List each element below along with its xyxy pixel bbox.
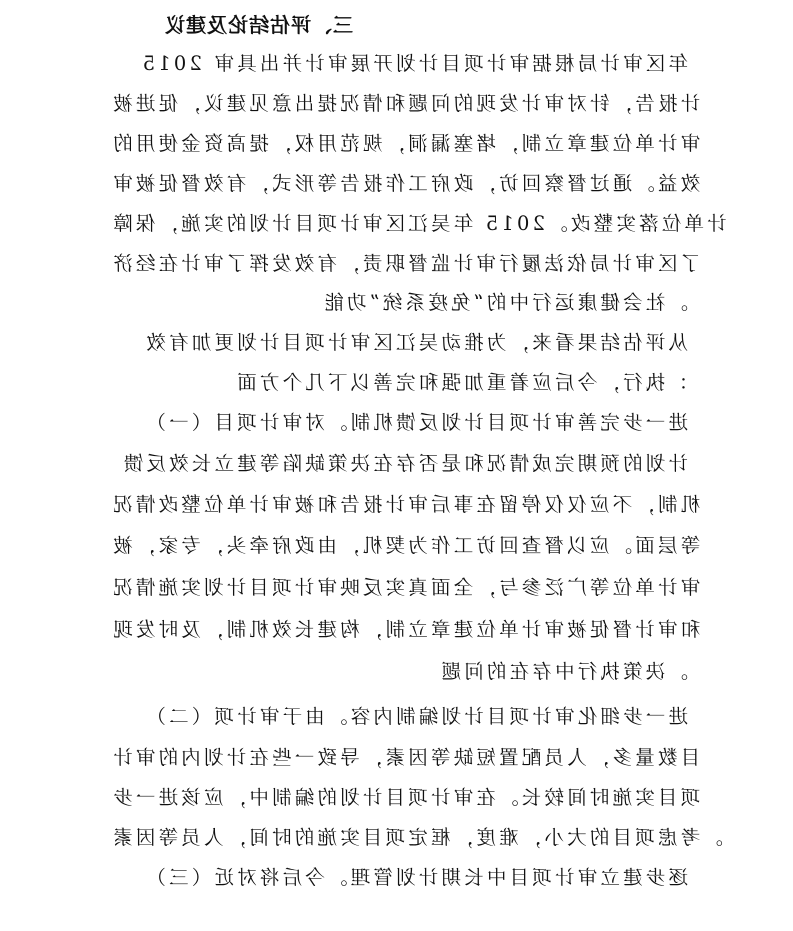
paragraph-line: 计报告，针对审计发现的问题和情况提出意见建议，促进被 xyxy=(110,92,701,115)
paragraph-line: 了区审计局依法履行审计监督职责，有效发挥了审计在经济 xyxy=(110,252,701,275)
paragraph-line: 目数量多，人员配置短缺等因素，导致一些在计划内的审计 xyxy=(110,746,701,769)
paragraph-line: 审计单位等广泛参与，全面真实反映审计项目计划实施情况 xyxy=(110,576,701,599)
paragraph-line: 决策执行中存在的问题。 xyxy=(438,660,688,683)
paragraph-line: 2015 年区审计局根据审计项目计划开展审计并出具审 xyxy=(139,52,688,75)
paragraph-line: 执行，今后应着重加强和完善以下几个方面： xyxy=(233,371,688,394)
paragraph-line: （一）进一步完善审计项目计划反馈机制。对审计项目 xyxy=(143,411,688,434)
paragraph-line: 从评估结果看来，为推动吴江区审计项目计划更加有效 xyxy=(143,331,688,354)
paragraph-line: 效益。通过督察回访，政府工作报告等形式，有效督促被审 xyxy=(110,172,701,195)
paragraph-line: 等层面。应以督查回访工作为契机，由政府牵头，专家，被 xyxy=(110,534,701,557)
paragraph-line: 考虑项目的大小，难度，框定项目实施的时间，人员等因素。 xyxy=(110,826,723,849)
paragraph-line: 社会健康运行中的“免疫系统”功能。 xyxy=(321,291,688,314)
paragraph-line: 项目实施时间较长。在审计项目计划的编制中，应该进一步 xyxy=(110,786,701,809)
paragraph-line: 计划的预期完成情况和是否存在决策缺陷等建立长效反馈 xyxy=(120,452,688,475)
paragraph-line: （二）进一步细化审计项目计划编制内容。由于审计项 xyxy=(143,705,688,728)
paragraph-line: （三）逐步建立审计项目中长期计划管理。今后将对近 xyxy=(143,866,688,889)
paragraph-line: 计单位落实整改。2015 年吴江区审计项目计划的实施，保障 xyxy=(110,212,727,235)
paragraph-line: 机制，不应仅仅停留在事后审计报告和被审计单位整改情况 xyxy=(110,493,701,516)
paragraph-line: 审计单位建章立制，堵塞漏洞，规范用权，提高资金使用的 xyxy=(110,132,701,155)
paragraph-line: 和审计督促被审计单位建章立制，构建长效机制，及时发现 xyxy=(110,618,701,641)
section-heading: 三、评估结论及建议 xyxy=(164,13,353,37)
